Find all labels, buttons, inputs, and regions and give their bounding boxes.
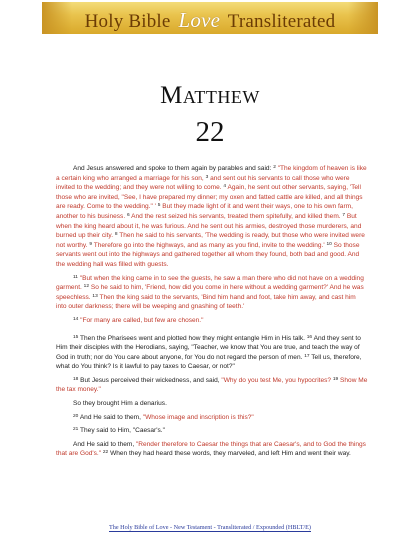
passage-text xyxy=(56,164,368,463)
paragraph-5 xyxy=(56,376,368,395)
verse-number: 5 xyxy=(157,203,161,209)
narration: When they had heard these words, they marveled, and left Him and went their way. xyxy=(110,450,351,458)
verse-number: 2 xyxy=(273,165,276,170)
banner-title-love: Love xyxy=(178,8,221,32)
words-of-jesus: Then the king said to the servants, 'Bind him hand and foot, take him away, and cast him into outer darkness; there will be weeping and gnashing of teeth.' xyxy=(56,293,356,311)
paragraph-6 xyxy=(56,399,368,409)
words-of-jesus: "Render therefore to Caesar the things that are Caesar's, and to God the things that are God's." xyxy=(56,440,366,458)
banner-title xyxy=(42,8,378,33)
words-of-jesus: So those servants went out into the highways and gathered together all whom they found, both bad and good. And the wedding hall was filled with guests. xyxy=(56,241,360,268)
words-of-jesus: "The kingdom of heaven is like a certain king who arranged a marriage for his son, xyxy=(56,165,367,182)
verse-number: 15 xyxy=(73,334,79,340)
footer xyxy=(0,524,420,531)
words-of-jesus: Therefore go into the highways, and as many as you find, invite to the wedding.' xyxy=(93,241,327,249)
verse-number: 12 xyxy=(83,284,89,290)
narration: And Jesus answered and spoke to them again by parables and said: xyxy=(73,165,274,172)
banner-title-part3: Transliterated xyxy=(227,11,336,32)
words-of-jesus: And the rest seized his servants, treated them spitefully, and killed them. xyxy=(131,212,343,220)
verse-number: 4 xyxy=(223,184,227,190)
verse-number: 20 xyxy=(73,413,79,419)
words-of-jesus: "Whose image and inscription is this?" xyxy=(142,413,254,421)
header-banner xyxy=(42,2,378,34)
paragraph-1 xyxy=(56,164,368,270)
verse-number: 16 xyxy=(306,334,313,340)
banner-title-part1: Holy Bible xyxy=(84,11,171,32)
paragraph-3 xyxy=(56,316,368,326)
verse-number: 3 xyxy=(205,174,209,180)
words-of-jesus: Again, he sent out other servants, saying, 'Tell those who are invited, "See, I have prepared my dinner; my oxen and fatted cattle are killed, and all things are ready. Come to the wedding." ' xyxy=(56,184,363,211)
words-of-jesus: "Why do you test Me, you hypocrites? xyxy=(221,376,333,384)
words-of-jesus: Then he said to his servants, 'The wedding is ready, but those who were invited were not worthy. xyxy=(56,232,365,249)
paragraph-2 xyxy=(56,274,368,312)
verse-number: 6 xyxy=(126,212,130,218)
words-of-jesus: But they made light of it and went their ways, one to his own farm, another to his business. xyxy=(56,203,353,220)
words-of-jesus: "But when the king came in to see the guests, he saw a man there who did not have on a wedding garment. xyxy=(56,274,364,292)
footer-link[interactable]: The Holy Bible of Love - New Testament - Transliterated / Expounded (HBLT/E) xyxy=(109,524,311,531)
verse-number: 17 xyxy=(304,353,310,359)
words-of-jesus: But when the king heard about it, he was furious. And he sent out his armies, destroyed those murderers, and burned up their city. xyxy=(56,212,362,240)
narration: They said to Him, "Caesar's." xyxy=(80,427,165,435)
paragraph-4 xyxy=(56,334,368,372)
narration: And He said to them, xyxy=(79,413,143,421)
words-of-jesus: and sent out his servants to call those who were invited to the wedding; and they were not willing to come. xyxy=(56,174,350,192)
verse-number: 18 xyxy=(73,376,79,382)
verse-number: 14 xyxy=(73,316,79,322)
paragraph-9 xyxy=(56,440,368,459)
book-title: Matthew xyxy=(160,82,260,109)
narration: And He said to them, xyxy=(73,440,136,448)
narration: But Jesus perceived their wickedness, and said, xyxy=(80,376,222,384)
verse-number: 9 xyxy=(89,241,93,247)
verse-number: 21 xyxy=(73,427,79,433)
verse-number: 19 xyxy=(332,376,339,382)
verse-number: 13 xyxy=(92,293,98,299)
paragraph-8 xyxy=(56,426,368,436)
verse-number: 11 xyxy=(73,274,78,280)
narration: And they sent to Him their disciples with the Herodians, saying, "Teacher, we know that You are true, and teach the way of God in truth; nor do You care about anyone, for You do not regard the person of men. xyxy=(56,334,361,361)
verse-number: 10 xyxy=(326,241,332,247)
narration: Then the Pharisees went and plotted how they might entangle Him in His talk. xyxy=(80,334,307,342)
verse-number: 7 xyxy=(342,212,346,218)
narration: So they brought Him a denarius. xyxy=(73,400,167,408)
chapter-number: 22 xyxy=(195,116,225,148)
narration: Tell us, therefore, what do You think? Is it lawful to pay taxes to Caesar, or not?" xyxy=(56,353,362,371)
words-of-jesus: Show Me the tax money." xyxy=(56,376,368,394)
verse-number: 8 xyxy=(114,232,118,238)
paragraph-7 xyxy=(56,413,368,423)
words-of-jesus: "For many are called, but few are chosen." xyxy=(80,316,204,324)
words-of-jesus: So he said to him, 'Friend, how did you come in here without a wedding garment?' And he was speechless. xyxy=(56,284,364,301)
verse-number: 22 xyxy=(102,450,109,456)
